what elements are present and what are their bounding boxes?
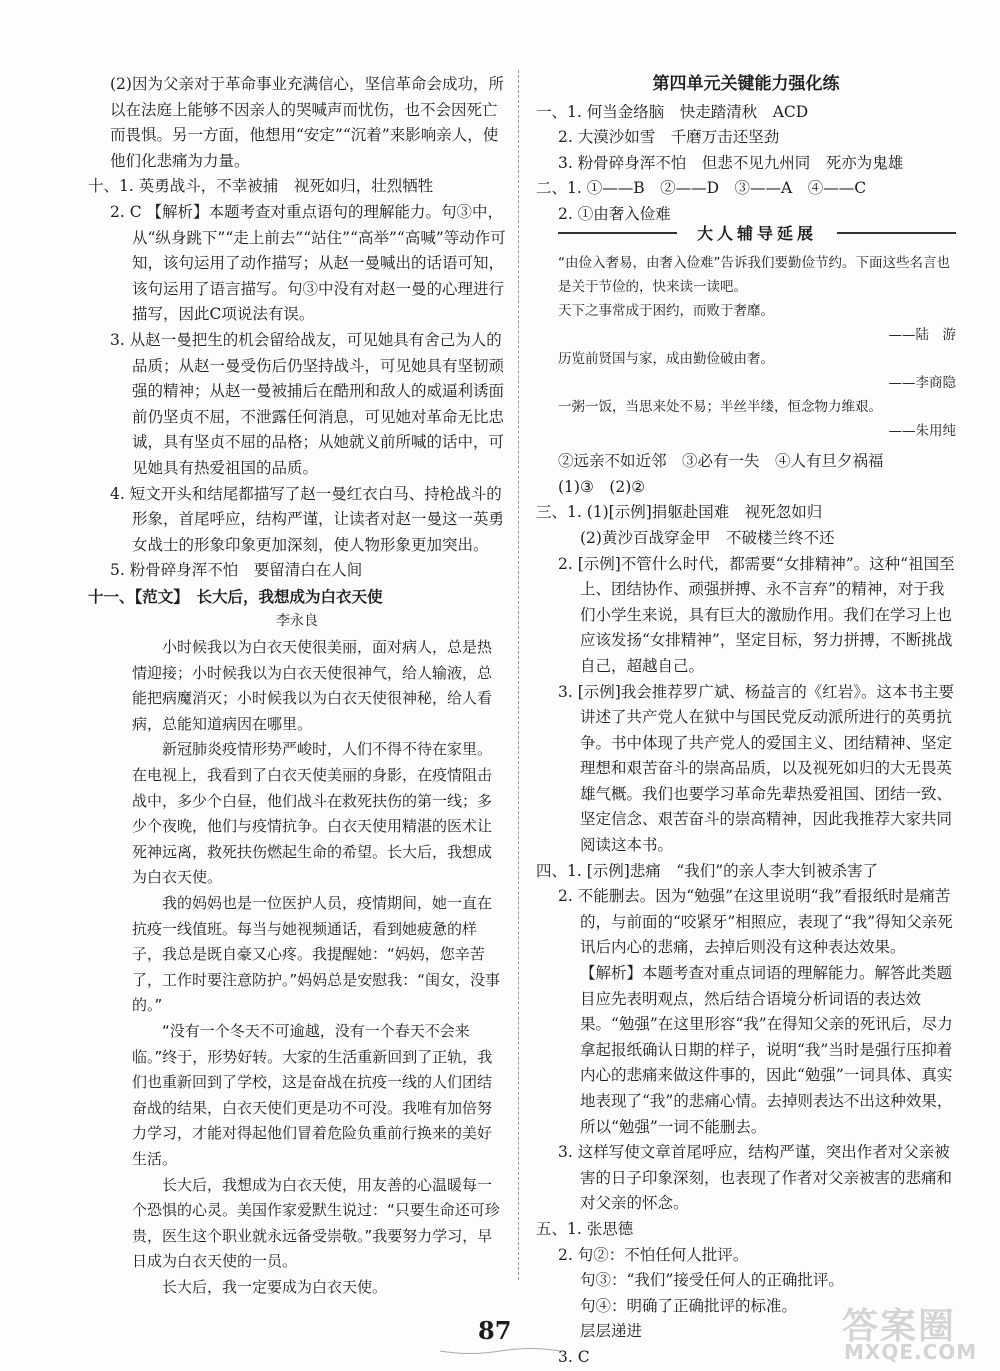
answer-2-2: 2. ①由奢入俭难 <box>558 204 671 223</box>
answer-5-2c: 句④：明确了正确批评的标准。 <box>580 1296 798 1315</box>
answer-1-3: 3. 粉骨碎身浑不怕 但悲不见九州同 死亦为鬼雄 <box>558 153 904 172</box>
right-column <box>536 72 956 1371</box>
answer-11-4: 4. 短文开头和结尾都描写了赵一曼红衣白马、持枪战斗的形象，首尾呼应，结构严谨，让读者对赵一曼这一英勇女战士的形象印象更加深刻，使人物形象更加突出。 <box>110 484 505 554</box>
answer-2-1: 二、1. ①——B ②——D ③——A ④——C <box>536 179 867 198</box>
essay-paragraph: 长大后，我一定要成为白衣天使。 <box>162 1277 388 1296</box>
essay-heading: 十一、【范文】 长大后，我想成为白衣天使 <box>88 586 383 606</box>
answer-3-3: 3. [示例]我会推荐罗广斌、杨益言的《红岩》。这本书主要讲述了共产党人在狱中与国民党反动派所进行的英勇抗争。书中体现了共产党人的爱国主义、团结精神、坚定理想和艰苦奋斗的崇高品质，以及视死如归的大无畏英雄气概。我们也要学习革命先辈热爱祖国、团结一致、坚定信念、艰苦奋斗的崇高精神，因此我推荐大家共同阅读这本书。 <box>558 682 955 855</box>
extension-title: 大人辅导延展 <box>677 221 837 247</box>
answer-5-2b: 句③：“我们”接受任何人的正确批评。 <box>580 1271 844 1290</box>
essay-paragraph: 长大后，我想成为白衣天使，用友善的心温暖每一个恐惧的心灵。美国作家爱默生说过：“只要生命还可珍贵，医生这个职业就永远备受崇敬。”我要努力学习，早日成为白衣天使的一员。 <box>132 1175 500 1271</box>
answer-1-2: 2. 大漠沙如雪 千磨万击还坚劲 <box>558 128 780 147</box>
watermark-text: 答案圈 <box>842 1306 957 1347</box>
essay-author: 李永良 <box>276 613 318 630</box>
essay-paragraph: 我的妈妈也是一位医护人员，疫情期间，她一直在抗疫一线值班。每当与她视频通话，看到她疲惫的样子，我总是既自豪又心疼。我提醒她：“妈妈，您辛苦了，工作时要注意防护。”妈妈总是安慰我：“闺女，没事的。” <box>132 894 501 1015</box>
left-column <box>88 72 506 1301</box>
watermark-url: MXQE.COM <box>844 1340 978 1364</box>
answer-2-2b: ②远亲不如近邻 ③必有一失 ④人有旦夕祸福 <box>558 452 884 471</box>
essay-body <box>88 635 506 1300</box>
answer-5-2d: 层层递进 <box>580 1322 643 1341</box>
answer-4-1: 四、1. [示例]悲痛 “我们”的亲人李大钊被杀害了 <box>536 861 879 880</box>
answer-3-2: 2. [示例]不管什么时代，都需要“女排精神”。这种“祖国至上、团结协作、顽强拼搏、永不言弃”的精神，对于我们小学生来说，具有巨大的激励作用。我们在学习上也应该发扬“女排精神”，坚定目标，努力拼搏，不断挑战自己，超越自己。 <box>558 554 955 675</box>
essay-paragraph: 小时候我以为白衣天使很美丽，面对病人，总是热情迎接；小时候我以为白衣天使很神气，给人输液，总能把病魔消灭；小时候我以为白衣天使很神秘，给人看病，总能知道病因在哪里。 <box>132 638 493 733</box>
answer-4-3: 3. 这样写使文章首尾呼应，结构严谨，突出作者对父亲被害的日子印象深刻，也表现了作者对父亲被害的悲痛和对父亲的怀念。 <box>558 1143 953 1213</box>
extension-quote-author: ——李商隐 <box>888 375 956 392</box>
column-divider <box>518 70 519 1280</box>
answer-11-1: 十、1. 英勇战斗，不幸被捕 视死如归，壮烈牺牲 <box>88 177 434 196</box>
answer-3-1a: 三、1. (1)[示例]捐躯赴国难 视死忽如归 <box>536 503 823 522</box>
answer-2-2c: (1)③ (2)② <box>558 477 646 496</box>
page-number: 87 <box>478 1316 512 1345</box>
page-number-ornament <box>430 1346 570 1356</box>
answer-5-2a: 2. 句②：不怕任何人批评。 <box>558 1245 749 1264</box>
answer-1-1: 一、1. 何当金络脑 快走踏清秋 ACD <box>536 102 809 121</box>
extension-intro: “由俭入奢易，由奢入俭难”告诉我们要勤俭节约。下面这些名言也是关于节俭的，快来读一读吧。 <box>558 255 950 296</box>
essay-paragraph: 新冠肺炎疫情形势严峻时，人们不得不待在家里。在电视上，我看到了白衣天使美丽的身影，在疫情阻击战中，多少个白昼，他们战斗在救死扶伤的第一线；多少个夜晚，他们与疫情抗争。白衣天使用精湛的医术让死神远离，救死扶伤燃起生命的希望。长大后，我想成为白衣天使。 <box>132 740 493 887</box>
extension-box <box>558 223 956 444</box>
extension-quote-author: ——陆 游 <box>888 327 956 344</box>
essay-paragraph: “没有一个冬天不可逾越，没有一个春天不会来临。”终于，形势好转。大家的生活重新回到了正轨，我们也重新回到了学校，这是奋战在抗疫一线的人们团结奋战的结果，白衣天使们更是功不可没。我唯有加倍努力学习，才能对得起他们冒着危险负重前行换来的美好生活。 <box>132 1021 493 1168</box>
answer-5-3: 3. C <box>558 1347 590 1366</box>
answer-4-2: 2. 不能删去。因为“勉强”在这里说明“我”看报纸时是痛苦的，与前面的“咬紧牙”相照应，表现了“我”得知父亲死讯后内心的悲痛，去掉后则没有这种表达效果。 <box>558 887 953 957</box>
extension-quote: 天下之事常成于困约，而败于奢靡。 <box>558 303 774 320</box>
answer-3-1b: (2)黄沙百战穿金甲 不破楼兰终不还 <box>580 528 835 547</box>
answer-11-2: 2. C 【解析】本题考查对重点语句的理解能力。句③中，从“纵身跳下”“走上前去”“站住”“高举”“高喊”等动作可知，该句运用了动作描写；从赵一曼喊出的话语可知，该句运用了语言描写。句③中没有对赵一曼的心理进行描写，因此C项说法有误。 <box>110 202 506 324</box>
extension-quote-author: ——朱用纯 <box>888 423 956 440</box>
answer-4-2-analysis: 【解析】本题考查对重点词语的理解能力。解答此类题目应先表明观点，然后结合语境分析词语的表达效果。“勉强”在这里形容“我”在得知父亲的死讯后，尽力拿起报纸确认日期的样子，说明“我”当时是强行压抑着内心的悲痛来做这件事的，因此“勉强”一词具体、真实地表现了“我”的悲痛心情。去掉则表达不出这种效果，所以“勉强”一词不能删去。 <box>580 964 953 1136</box>
answer-10-2: (2)因为父亲对于革命事业充满信心，坚信革命会成功，所以在法庭上能够不因亲人的哭喊声而忧伤，也不会因死亡而畏惧。另一方面，他想用“安定”“沉着”来影响亲人，使他们化悲痛为力量。 <box>110 75 504 170</box>
extension-quote: 历览前贤国与家，成由勤俭破由奢。 <box>558 351 774 368</box>
answer-11-3: 3. 从赵一曼把生的机会留给战友，可见她具有舍己为人的品质；从赵一曼受伤后仍坚持战斗，可见她具有坚韧顽强的精神；从赵一曼被捕后在酷刑和敌人的威逼利诱面前仍坚贞不屈，不泄露任何消息，可见她对革命无比忠诚，具有坚贞不屈的品格；从她就义前所喊的话中，可见她具有热爱祖国的品质。 <box>110 330 505 477</box>
watermark-logo <box>842 1298 992 1366</box>
answer-5-1: 五、1. 张思德 <box>536 1219 634 1238</box>
answer-11-5: 5. 粉骨碎身浑不怕 要留清白在人间 <box>110 561 363 580</box>
extension-quote: 一粥一饭，当思来处不易；半丝半缕，恒念物力维艰。 <box>558 399 882 416</box>
section-title: 第四单元关键能力强化练 <box>652 74 840 94</box>
